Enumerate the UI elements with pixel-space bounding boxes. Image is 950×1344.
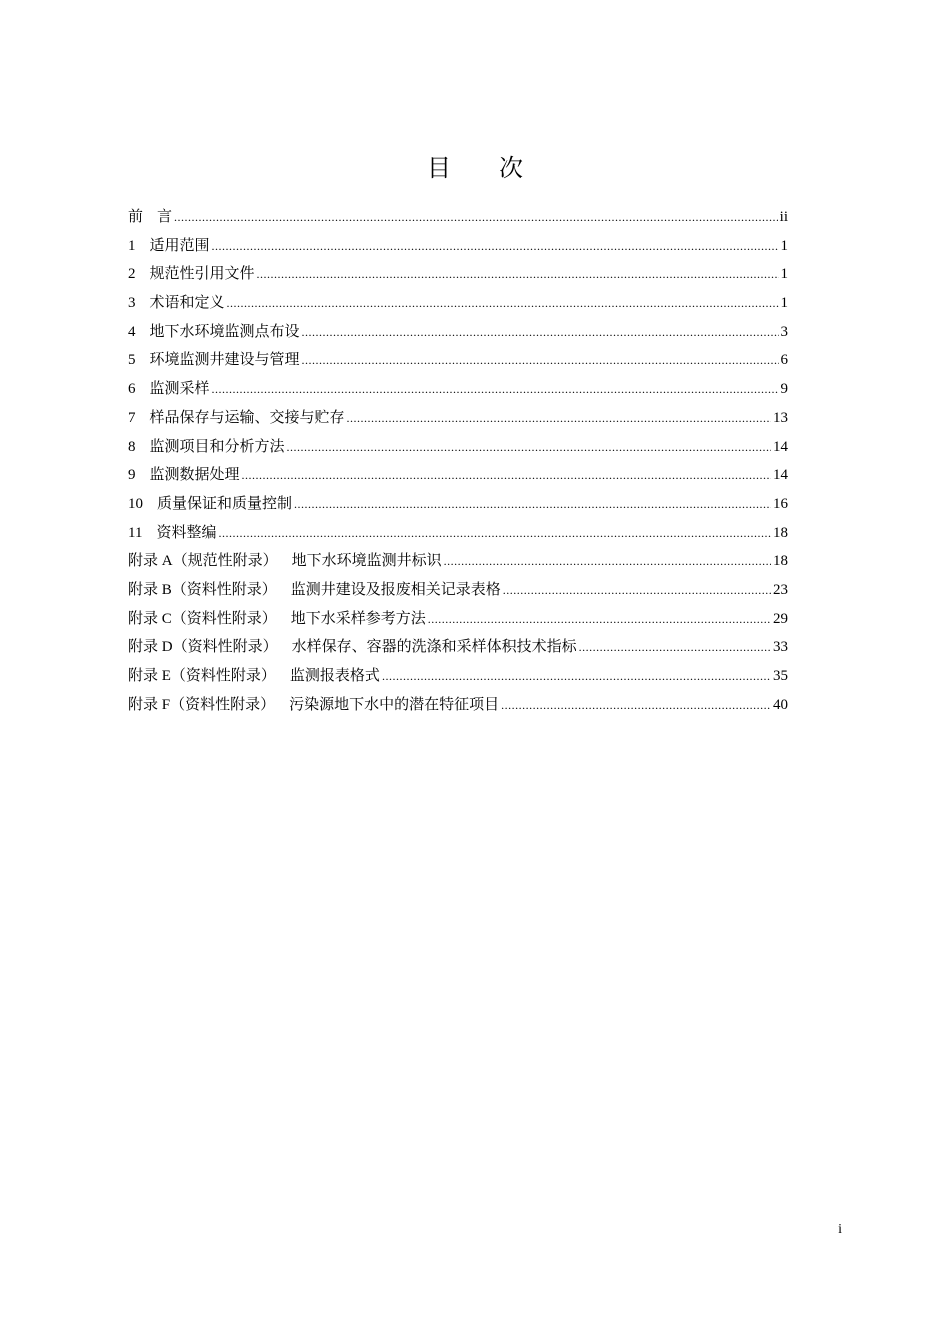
toc-entry[interactable]	[128, 521, 788, 550]
toc-entry-number: 7	[128, 409, 136, 426]
toc-entry-label: 污染源地下水中的潜在特征项目	[289, 696, 500, 713]
toc-entry-number: 6	[128, 381, 136, 398]
toc-entry[interactable]	[128, 406, 788, 435]
toc-leader-dots	[501, 698, 771, 713]
toc-entry-label: 地下水环境监测点布设	[149, 323, 300, 340]
toc-leader-dots	[302, 353, 779, 368]
toc-leader-dots	[302, 325, 779, 340]
toc-entry-page: 35	[773, 668, 788, 684]
toc-leader-dots	[428, 612, 771, 627]
toc-entry[interactable]	[128, 463, 788, 492]
toc-leader-dots	[294, 497, 771, 512]
toc-entry-label: 水样保存、容器的洗涤和采样体积技术指标	[291, 639, 577, 656]
toc-entry[interactable]	[128, 607, 788, 636]
toc-entry-number: 附录 C（资料性附录）	[128, 610, 277, 627]
toc-entry-label: 监测报表格式	[289, 668, 380, 684]
toc-entry[interactable]	[128, 578, 788, 607]
toc-entry[interactable]	[128, 377, 788, 406]
toc-leader-dots	[503, 583, 771, 598]
page-number: i	[838, 1222, 842, 1237]
page-title	[0, 148, 950, 183]
toc-entry-label: 适用范围	[149, 237, 210, 254]
toc-entry-page: 18	[773, 524, 788, 541]
toc-entry-page: 33	[773, 639, 788, 656]
toc-entry[interactable]	[128, 635, 788, 664]
toc-entry-page: 13	[773, 409, 788, 426]
toc-entry-page: ii	[779, 209, 788, 225]
toc-entry[interactable]	[128, 664, 788, 693]
toc-entry-page: 14	[773, 467, 788, 484]
toc-entry-number: 4	[128, 323, 136, 340]
toc-entry-page: 1	[780, 237, 788, 254]
toc-leader-dots	[227, 296, 779, 311]
toc-entry-number: 附录 B（资料性附录）	[128, 581, 277, 598]
toc-entry-page: 18	[773, 553, 788, 570]
toc-leader-dots	[242, 468, 771, 483]
toc-entry-number: 11	[128, 524, 143, 541]
toc-entry-number: 9	[128, 467, 136, 484]
toc-entry[interactable]	[128, 262, 788, 291]
toc-entry-label: 地下水环境监测井标识	[291, 553, 442, 570]
toc-leader-dots	[287, 440, 771, 455]
toc-entry[interactable]	[128, 205, 788, 234]
toc-entry-label: 质量保证和质量控制	[157, 495, 293, 512]
toc-entry-number: 2	[128, 266, 136, 283]
toc-leader-dots	[579, 640, 771, 655]
toc-entry-label: 样品保存与运输、交接与贮存	[149, 409, 345, 426]
toc-entry-number: 附录 D（资料性附录）	[128, 639, 278, 656]
toc-leader-dots	[174, 210, 778, 225]
toc-leader-dots	[257, 267, 779, 282]
toc-entry-label: 言	[157, 209, 173, 225]
toc-entry-page: 9	[780, 381, 788, 398]
table-of-contents	[128, 205, 788, 721]
toc-entry-page: 1	[780, 295, 788, 312]
toc-entry-number: 前	[128, 209, 144, 225]
toc-entry-number: 1	[128, 237, 136, 254]
toc-leader-dots	[212, 239, 779, 254]
toc-leader-dots	[382, 669, 771, 684]
toc-entry-page: 29	[773, 610, 788, 627]
toc-leader-dots	[444, 554, 771, 569]
toc-entry-label: 地下水采样参考方法	[290, 610, 426, 627]
toc-entry[interactable]	[128, 348, 788, 377]
toc-leader-dots	[218, 526, 771, 541]
toc-entry-label: 监测采样	[149, 381, 210, 398]
toc-entry-page: 14	[773, 438, 788, 455]
toc-entry-page: 6	[780, 352, 788, 369]
toc-entry-number: 3	[128, 295, 136, 312]
toc-entry-label: 监测井建设及报废相关记录表格	[290, 581, 501, 598]
page-title-part-1: 目	[427, 154, 451, 182]
toc-entry-page: 1	[780, 266, 788, 283]
toc-entry-number: 8	[128, 438, 136, 455]
toc-entry-label: 资料整编	[156, 524, 217, 541]
toc-leader-dots	[347, 411, 771, 426]
toc-entry-label: 环境监测井建设与管理	[149, 352, 300, 369]
toc-entry[interactable]	[128, 693, 788, 722]
toc-entry-number: 5	[128, 352, 136, 369]
toc-entry-page: 16	[773, 495, 788, 512]
page-title-part-2: 次	[499, 154, 523, 182]
toc-entry[interactable]	[128, 549, 788, 578]
toc-entry-number: 附录 F（资料性附录）	[128, 696, 276, 713]
toc-entry-number: 10	[128, 495, 143, 512]
toc-entry-label: 监测数据处理	[149, 467, 240, 484]
toc-entry[interactable]	[128, 234, 788, 263]
toc-entry[interactable]	[128, 291, 788, 320]
toc-entry-page: 40	[773, 696, 788, 713]
toc-entry-number: 附录 A（规范性附录）	[128, 553, 278, 570]
toc-entry[interactable]	[128, 492, 788, 521]
toc-entry-number: 附录 E（资料性附录）	[128, 668, 276, 684]
toc-entry-label: 术语和定义	[149, 295, 225, 312]
toc-entry[interactable]	[128, 320, 788, 349]
toc-leader-dots	[212, 382, 779, 397]
toc-entry[interactable]	[128, 435, 788, 464]
toc-entry-page: 23	[773, 581, 788, 598]
toc-entry-page: 3	[780, 323, 788, 340]
toc-entry-label: 监测项目和分析方法	[149, 438, 285, 455]
toc-entry-label: 规范性引用文件	[149, 266, 255, 283]
